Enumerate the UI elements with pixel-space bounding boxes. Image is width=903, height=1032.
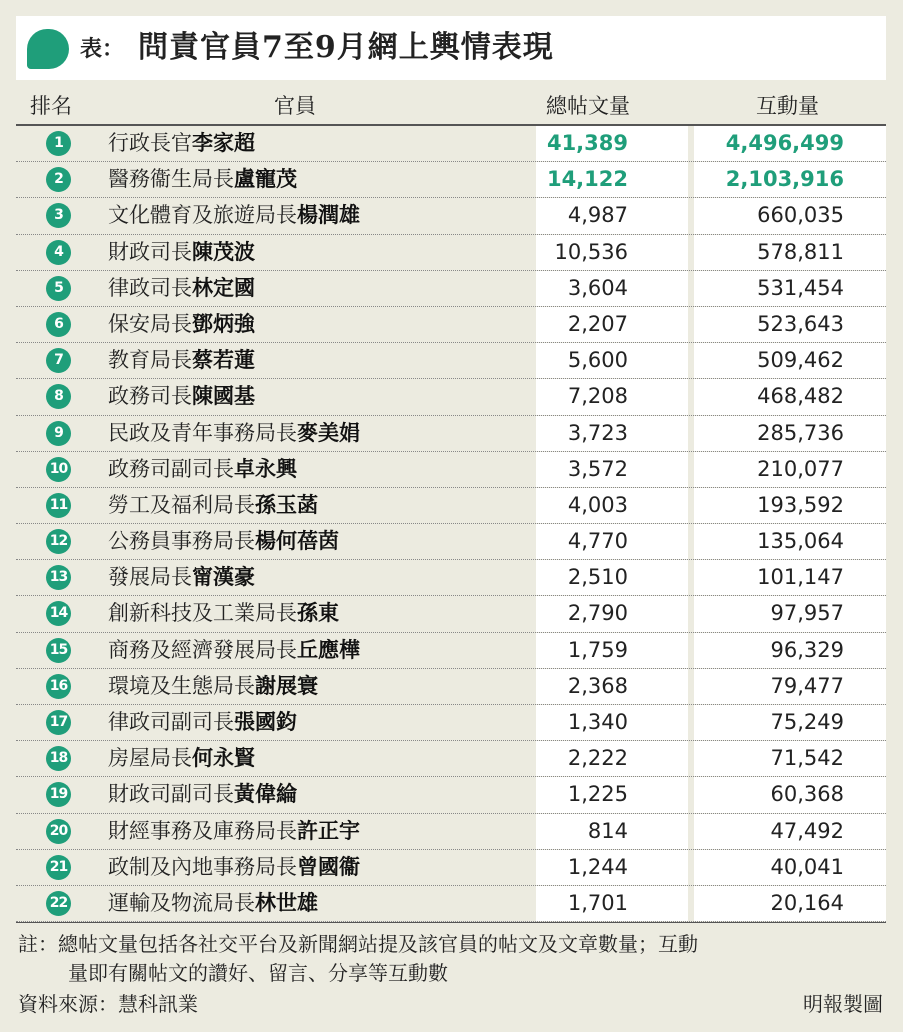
total-posts: 1,225 — [567, 782, 628, 807]
total-posts: 14,122 — [546, 167, 628, 192]
table-bottom-rule — [16, 922, 886, 923]
table-row — [16, 560, 886, 596]
official-person: 孫東 — [297, 601, 339, 626]
interactions: 4,496,499 — [725, 131, 844, 155]
official-name — [108, 488, 318, 523]
table-row — [16, 524, 886, 560]
header-official: 官員 — [274, 94, 316, 118]
table-row — [16, 271, 886, 307]
table-body — [16, 126, 886, 922]
rank-badge: 14 — [46, 601, 71, 626]
table-header — [16, 88, 886, 126]
official-title: 勞工及福利局長 — [108, 492, 255, 517]
official-title: 環境及生態局長 — [108, 673, 255, 698]
official-title: 文化體育及旅遊局長 — [108, 203, 297, 228]
title-prefix: 表： — [80, 36, 125, 62]
interactions: 531,454 — [757, 275, 844, 300]
official-name — [108, 777, 297, 812]
rank-badge: 16 — [46, 674, 71, 699]
rank-badge: 4 — [46, 240, 71, 265]
table-row — [16, 741, 886, 777]
official-person: 楊潤雄 — [297, 203, 360, 228]
official-person: 盧寵茂 — [234, 167, 297, 192]
rank-badge: 3 — [46, 203, 71, 228]
interactions: 47,492 — [770, 818, 844, 843]
official-title: 運輸及物流局長 — [108, 890, 255, 915]
official-person: 林定國 — [192, 275, 255, 300]
official-title: 民政及青年事務局長 — [108, 420, 297, 445]
table-row — [16, 343, 886, 379]
official-title: 保安局長 — [108, 311, 192, 336]
official-person: 甯漢豪 — [192, 565, 255, 590]
official-title: 醫務衞生局長 — [108, 167, 234, 192]
official-person: 許正宇 — [297, 818, 360, 843]
official-title: 行政長官 — [108, 131, 192, 155]
total-posts: 2,207 — [567, 311, 628, 336]
total-posts: 10,536 — [554, 239, 628, 264]
official-person: 鄧炳強 — [192, 311, 255, 336]
interactions: 193,592 — [757, 492, 844, 517]
table-row — [16, 307, 886, 343]
interactions: 40,041 — [770, 854, 844, 879]
data-source: 資料來源：慧科訊業 — [18, 992, 198, 1016]
header-posts: 總帖文量 — [546, 94, 630, 118]
total-posts: 3,572 — [567, 456, 628, 481]
official-name — [108, 126, 255, 161]
official-title: 教育局長 — [108, 348, 192, 373]
total-posts: 2,790 — [567, 601, 628, 626]
official-name — [108, 741, 255, 776]
table-row — [16, 162, 886, 198]
interactions: 468,482 — [757, 384, 844, 409]
official-name — [108, 271, 255, 306]
total-posts: 41,389 — [546, 131, 628, 155]
official-name — [108, 379, 255, 414]
total-posts: 4,770 — [567, 529, 628, 554]
official-title: 發展局長 — [108, 565, 192, 590]
table-row — [16, 596, 886, 632]
official-name — [108, 235, 255, 270]
total-posts: 1,244 — [567, 854, 628, 879]
official-title: 政務司長 — [108, 384, 192, 409]
official-title: 政務司副司長 — [108, 456, 234, 481]
official-name — [108, 669, 318, 704]
footnote-line-1: 註：總帖文量包括各社交平台及新聞網站提及該官員的帖文及文章數量；互動 — [18, 932, 698, 956]
interactions: 578,811 — [757, 239, 844, 264]
rank-badge: 22 — [46, 891, 71, 916]
official-name — [108, 307, 255, 342]
total-posts: 4,003 — [567, 492, 628, 517]
table-row — [16, 379, 886, 415]
official-person: 麥美娟 — [297, 420, 360, 445]
rank-badge: 12 — [46, 529, 71, 554]
table-row — [16, 488, 886, 524]
footnote-line-2: 量即有關帖文的讚好、留言、分享等互動數 — [68, 961, 448, 985]
interactions: 660,035 — [757, 203, 844, 228]
official-name — [108, 814, 360, 849]
rank-badge: 2 — [46, 167, 71, 192]
official-title: 律政司副司長 — [108, 710, 234, 734]
official-title: 房屋局長 — [108, 746, 192, 771]
total-posts: 1,701 — [567, 890, 628, 915]
page-title: 問責官員7至9月網上輿情表現 — [138, 30, 554, 65]
official-person: 林世雄 — [255, 890, 318, 915]
total-posts: 1,340 — [567, 710, 628, 734]
official-person: 曾國衞 — [297, 854, 360, 879]
table-row — [16, 633, 886, 669]
interactions: 97,957 — [770, 601, 844, 626]
official-name — [108, 198, 360, 233]
total-posts: 3,723 — [567, 420, 628, 445]
official-name — [108, 452, 297, 487]
header-interactions: 互動量 — [756, 94, 819, 118]
rank-badge: 6 — [46, 312, 71, 337]
interactions: 75,249 — [770, 710, 844, 734]
rank-badge: 13 — [46, 565, 71, 590]
graphic-credit: 明報製圖 — [803, 992, 883, 1016]
title-bar — [16, 16, 886, 80]
table-row — [16, 705, 886, 741]
official-name — [108, 596, 339, 631]
interactions: 135,064 — [757, 529, 844, 554]
official-title: 創新科技及工業局長 — [108, 601, 297, 626]
rank-badge: 18 — [46, 746, 71, 771]
table-row — [16, 126, 886, 162]
official-person: 卓永興 — [234, 456, 297, 481]
interactions: 285,736 — [757, 420, 844, 445]
interactions: 96,329 — [770, 637, 844, 662]
official-name — [108, 343, 255, 378]
official-title: 財經事務及庫務局長 — [108, 818, 297, 843]
table-row — [16, 452, 886, 488]
table-row — [16, 416, 886, 452]
table-row — [16, 850, 886, 886]
official-person: 陳國基 — [192, 384, 255, 409]
rank-badge: 8 — [46, 384, 71, 409]
official-name — [108, 705, 297, 740]
interactions: 210,077 — [757, 456, 844, 481]
rank-badge: 17 — [46, 710, 71, 735]
speech-bubble-icon — [27, 29, 69, 69]
interactions: 60,368 — [770, 782, 844, 807]
official-title: 公務員事務局長 — [108, 529, 255, 554]
official-title: 律政司長 — [108, 275, 192, 300]
official-person: 張國鈞 — [234, 710, 297, 734]
interactions: 2,103,916 — [725, 167, 844, 192]
header-rank: 排名 — [30, 94, 72, 118]
official-person: 李家超 — [192, 131, 255, 155]
official-person: 黃偉綸 — [234, 782, 297, 807]
official-name — [108, 416, 360, 451]
table-row — [16, 814, 886, 850]
rank-badge: 11 — [46, 493, 71, 518]
table-row — [16, 669, 886, 705]
table-row — [16, 886, 886, 922]
interactions: 509,462 — [757, 348, 844, 373]
interactions: 79,477 — [770, 673, 844, 698]
total-posts: 5,600 — [567, 348, 628, 373]
interactions: 20,164 — [770, 890, 844, 915]
table-row — [16, 235, 886, 271]
table-row — [16, 777, 886, 813]
official-person: 丘應樺 — [297, 637, 360, 662]
official-name — [108, 560, 255, 595]
rank-badge: 9 — [46, 421, 71, 446]
official-name — [108, 162, 297, 197]
official-person: 謝展寰 — [255, 673, 318, 698]
official-title: 商務及經濟發展局長 — [108, 637, 297, 662]
interactions: 101,147 — [757, 565, 844, 590]
official-name — [108, 886, 318, 921]
official-title: 財政司副司長 — [108, 782, 234, 807]
table-row — [16, 198, 886, 234]
official-person: 何永賢 — [192, 746, 255, 771]
official-person: 陳茂波 — [192, 239, 255, 264]
interactions: 523,643 — [757, 311, 844, 336]
ranking-table — [16, 88, 886, 923]
interactions: 71,542 — [770, 746, 844, 771]
rank-badge: 19 — [46, 782, 71, 807]
rank-badge: 15 — [46, 638, 71, 663]
official-person: 孫玉菡 — [255, 492, 318, 517]
official-name — [108, 524, 339, 559]
official-title: 財政司長 — [108, 239, 192, 264]
official-title: 政制及內地事務局長 — [108, 854, 297, 879]
rank-badge: 21 — [46, 855, 71, 880]
total-posts: 3,604 — [567, 275, 628, 300]
official-person: 楊何蓓茵 — [255, 529, 339, 554]
rank-badge: 7 — [46, 348, 71, 373]
official-name — [108, 633, 360, 668]
official-person: 蔡若蓮 — [192, 348, 255, 373]
rank-badge: 5 — [46, 276, 71, 301]
total-posts: 1,759 — [567, 637, 628, 662]
total-posts: 814 — [587, 818, 628, 843]
total-posts: 4,987 — [567, 203, 628, 228]
official-name — [108, 850, 360, 885]
total-posts: 2,222 — [567, 746, 628, 771]
total-posts: 2,510 — [567, 565, 628, 590]
rank-badge: 20 — [46, 819, 71, 844]
rank-badge: 10 — [46, 457, 71, 482]
footnote — [18, 930, 886, 988]
rank-badge: 1 — [46, 131, 71, 156]
total-posts: 7,208 — [567, 384, 628, 409]
total-posts: 2,368 — [567, 673, 628, 698]
